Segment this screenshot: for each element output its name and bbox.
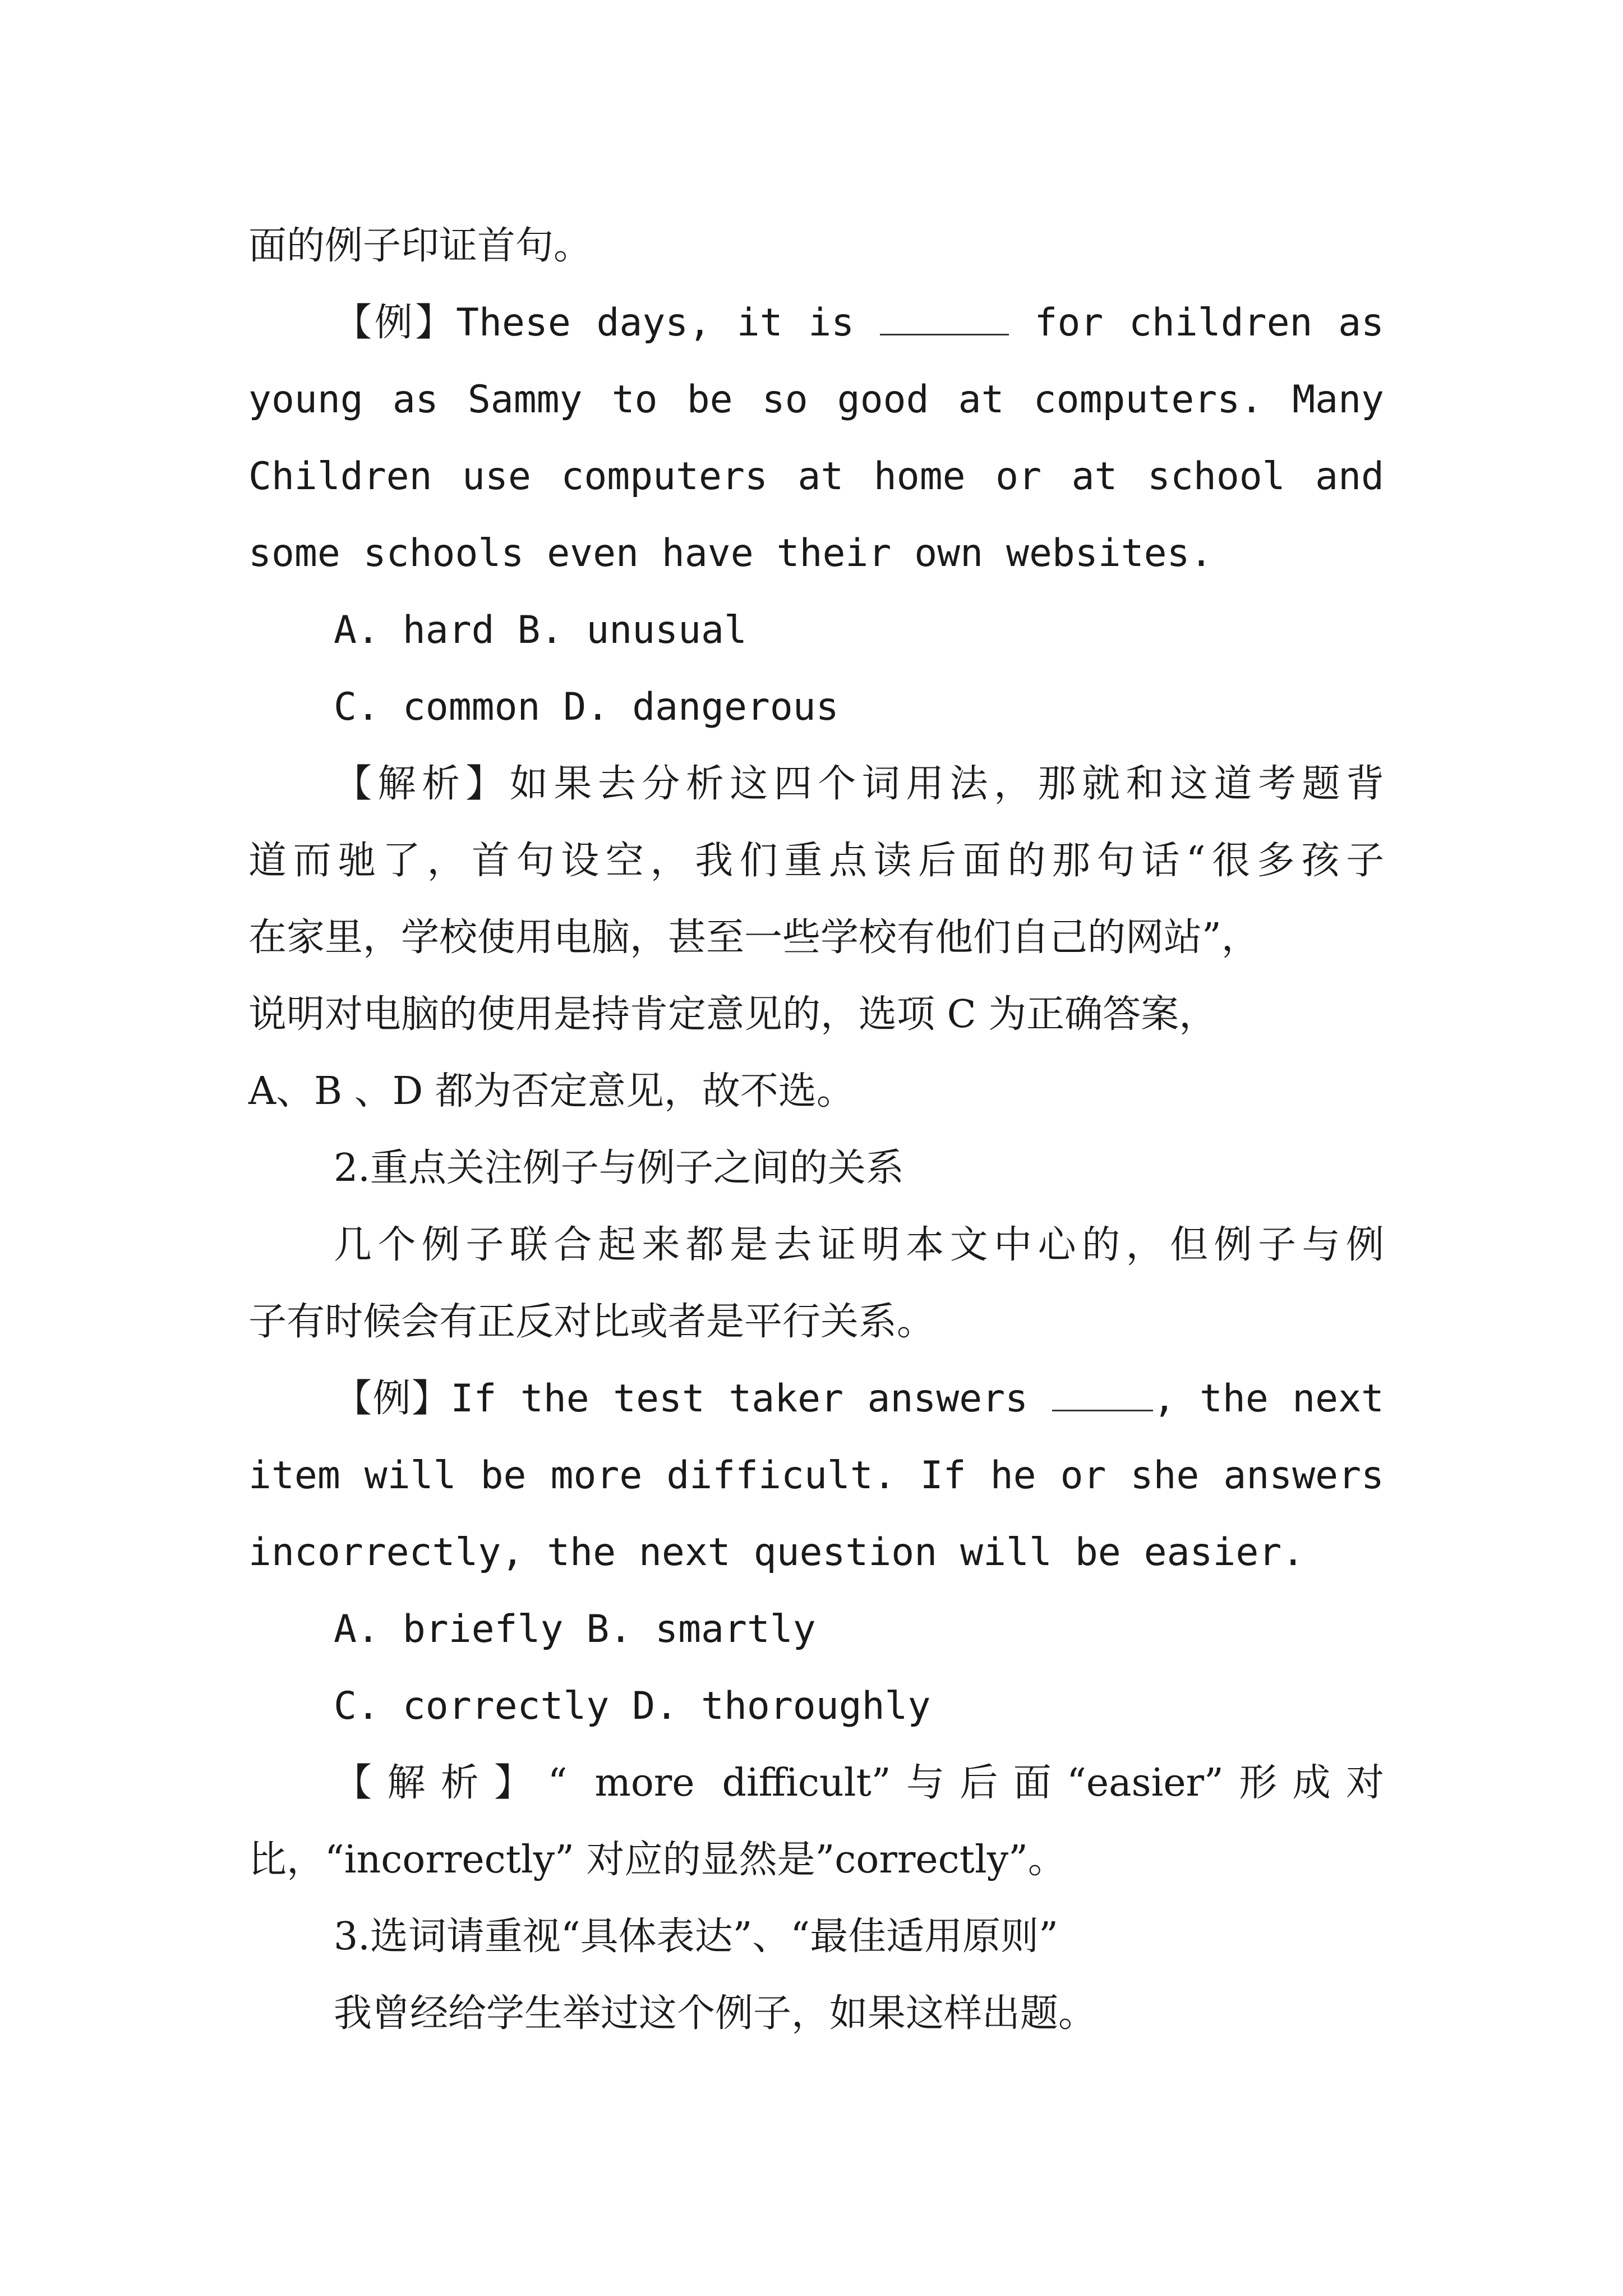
document-body [248,208,1384,2052]
option-line: A. hard B. unusual [334,608,747,652]
example-2-stem-part1: 【例】If the test taker answers [334,1377,1029,1421]
paragraph-line: 几个例子联合起来都是去证明本文中心的，但例子与例 [334,1223,1384,1267]
section-heading: 2.重点关注例子与例子之间的关系 [334,1146,904,1190]
analysis-line: 比，“incorrectly” 对应的显然是”correctly”。 [248,1838,1066,1882]
example-1-stem-part2: for children as [1034,301,1384,345]
paragraph-line: item will be more difficult. If he or she answers [248,1453,1384,1498]
analysis-line: 说明对电脑的使用是持肯定意见的，选项 C 为正确答案， [248,992,1218,1037]
fill-in-blank [880,328,1009,335]
example-2-stem [248,1360,1384,1437]
example-1-stem [248,284,1384,361]
paragraph-line: 我曾经给学生举过这个例子，如果这样出题。 [334,1991,1097,2036]
paragraph-line: some schools even have their own websites. [248,531,1213,576]
analysis-line: 在家里，学校使用电脑，甚至一些学校有他们自己的网站”， [248,915,1260,960]
paragraph-line: incorrectly, the next question will be easier. [248,1530,1305,1575]
analysis-line: A、B 、D 都为否定意见，故不选。 [248,1069,855,1114]
option-line: C. correctly D. thoroughly [334,1684,931,1728]
fill-in-blank [1052,1404,1153,1411]
option-line: A. briefly B. smartly [334,1607,816,1651]
section-heading: 3.选词请重视“具体表达”、“最佳适用原则” [334,1915,1058,1959]
paragraph-line: 子有时候会有正反对比或者是平行关系。 [248,1300,935,1344]
example-1-stem-part1: 【例】These days, it is [334,301,855,345]
option-line: C. common D. dangerous [334,685,839,729]
paragraph-line: 面的例子印证首句。 [248,224,592,268]
paragraph-line: Children use computers at home or at school and [248,454,1384,499]
paragraph-line: young as Sammy to be so good at computers. Many [248,378,1384,422]
analysis-line: 【解析】如果去分析这四个词用法，那就和这道考题背 [334,762,1384,806]
analysis-line: 【解析】“ more difficult”与后面“easier”形成对 [334,1761,1384,1805]
example-2-stem-part2: , the next [1152,1377,1384,1421]
analysis-line: 道而驰了，首句设空，我们重点读后面的那句话“很多孩子 [248,839,1384,883]
